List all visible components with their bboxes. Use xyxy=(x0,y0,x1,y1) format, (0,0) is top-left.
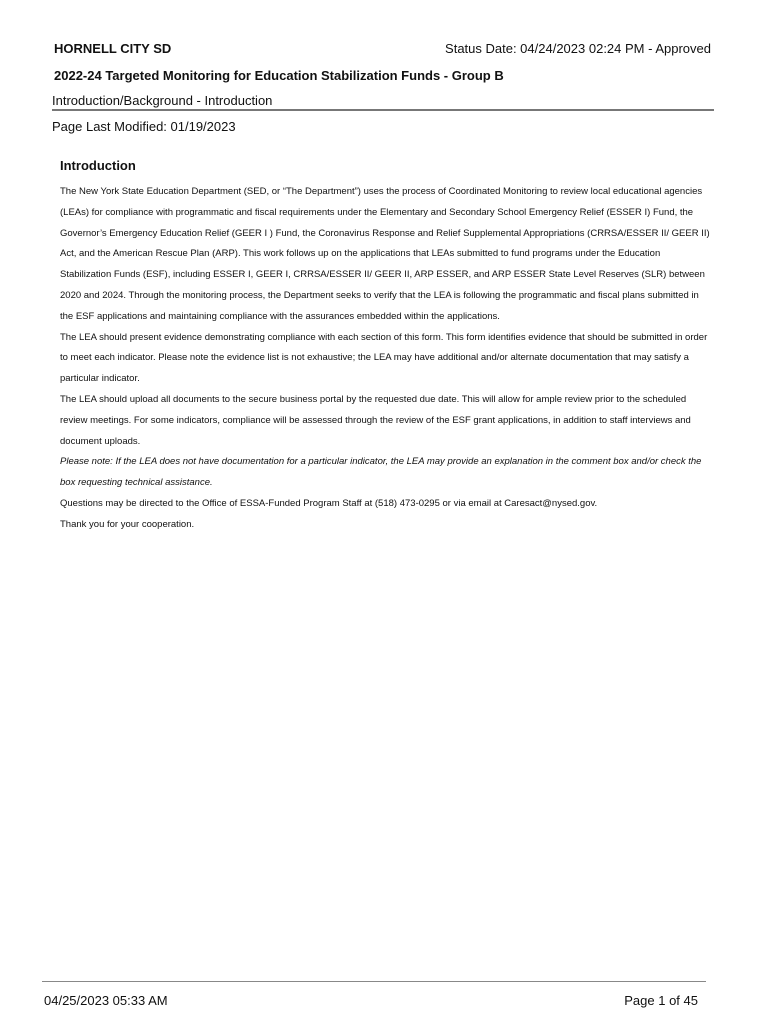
section-heading: Introduction xyxy=(60,158,136,173)
print-timestamp: 04/25/2023 05:33 AM xyxy=(44,993,168,1008)
note-paragraph: Please note: If the LEA does not have documentation for a particular indicator, the LEA may provide an explanation in the comment box and/or check the box requesting technical assistance. xyxy=(60,456,702,489)
thanks-paragraph: Thank you for your cooperation. xyxy=(60,518,195,530)
upload-paragraph: The LEA should upload all documents to the secure business portal by the requested due date. This will allow for ample review prior to the scheduled review meetings. For some indicators, compliance will be assessed through the review of the ESF grant applications, in addition to staff interviews and document uploads. xyxy=(60,393,691,447)
section-breadcrumb: Introduction/Background - Introduction xyxy=(52,93,273,108)
evidence-paragraph: The LEA should present evidence demonstrating compliance with each section of this form. This form identifies evidence that should be submitted in order to meet each indicator. Please note the evidence list is not exhaustive; the LEA may have additional and/or alternate documentation that may satisfy a particular indicator. xyxy=(60,331,708,385)
status-date: Status Date: 04/24/2023 02:24 PM - Approved xyxy=(445,41,711,56)
district-name: HORNELL CITY SD xyxy=(54,41,172,56)
footer-divider xyxy=(42,981,706,982)
intro-paragraph: The New York State Education Department (SED, or “The Department”) uses the process of Coordinated Monitoring to review local educational agencies (LEAs) for compliance with programmatic and fiscal requirements under the Elementary and Secondary School Emergency Relief (ESSER I) Fund, the Governor’s Emergency Education Relief (GEER I ) Fund, the Coronavirus Response and Relief Supplemental Appropriations (CRRSA/ESSER II/ GEER II) Act, and the American Rescue Plan (ARP). This work follows up on the applications that LEAs submitted to fund programs under the Education Stabilization Funds (ESF), including ESSER I, GEER I, CRRSA/ESSER II/ GEER II, ARP ESSER, and ARP ESSER State Level Reserves (SLR) between 2020 and 2024. Through the monitoring process, the Department seeks to verify that the LEA is following the programmatic and fiscal plans submitted in the ESF applications and maintaining compliance with the assurances embedded within the applications. xyxy=(60,186,710,322)
section-body xyxy=(60,182,712,536)
page-header xyxy=(54,41,711,59)
form-title: 2022-24 Targeted Monitoring for Education Stabilization Funds - Group B xyxy=(54,68,504,83)
section-divider xyxy=(52,109,714,111)
contact-paragraph: Questions may be directed to the Office of ESSA-Funded Program Staff at (518) 473-0295 or via email at Caresact@nysed.gov. xyxy=(60,497,598,509)
page-number: Page 1 of 45 xyxy=(624,993,698,1008)
page-last-modified: Page Last Modified: 01/19/2023 xyxy=(52,119,236,134)
